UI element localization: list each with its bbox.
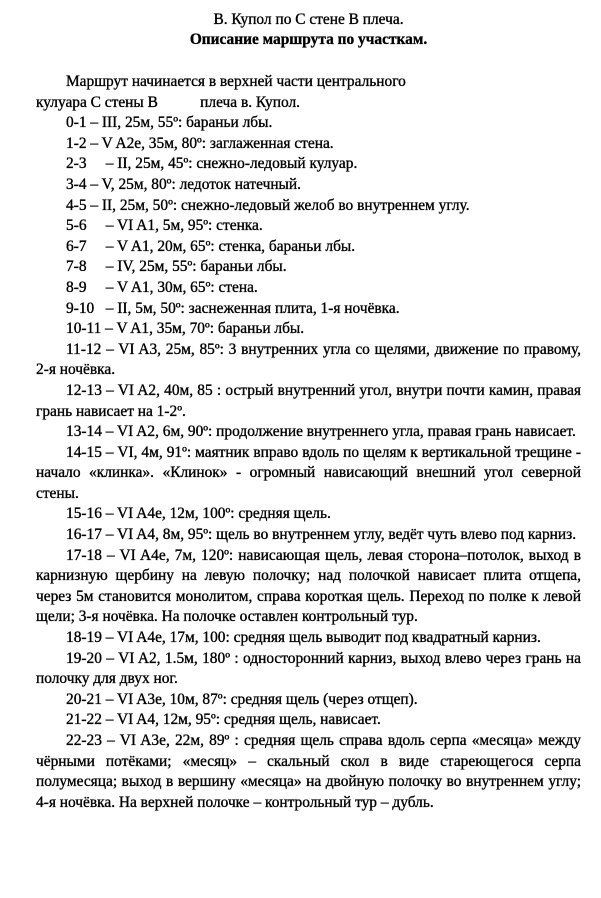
segment-8-9: 8-9 – V A1, 30м, 65º: стена. bbox=[66, 278, 258, 296]
segment-3-4: 3-4 – V, 25м, 80º: ледоток натечный. bbox=[66, 175, 301, 193]
segment-9-10: 9-10 – II, 5м, 50º: заснеженная плита, 1-я ночёвка. bbox=[66, 299, 400, 317]
intro-line-1: Маршрут начинается в верхней части центрального bbox=[66, 73, 406, 90]
segment-1-2: 1-2 – V A2e, 35м, 80º: заглаженная стена. bbox=[66, 134, 334, 152]
segment-14-15: 14-15 – VI, 4м, 91º: маятник вправо вдоль по щелям к вертикальной трещине - начало «клинка». «Клинок» - огромный нависающий внешний угол северной стены. bbox=[36, 443, 581, 502]
document-title: В. Купол по С стене В плеча. bbox=[213, 11, 404, 28]
segment-16-17: 16-17 – VI A4, 8м, 95º: щель во внутреннем углу, ведёт чуть влево под карниз. bbox=[66, 526, 577, 544]
segment-11-12: 11-12 – VI A3, 25м, 85º: 3 внутренних угла со щелями, движение по правому, 2-я ночёвка. bbox=[36, 340, 581, 379]
route-intro bbox=[36, 72, 581, 113]
segment-12-13: 12-13 – VI A2, 40м, 85 : острый внутренний угол, внутри почти камин, правая грань нависает на 1-2º. bbox=[36, 381, 581, 420]
document-subtitle: Описание маршрута по участкам. bbox=[189, 31, 428, 48]
segment-15-16: 15-16 – VI A4e, 12м, 100º: средняя щель. bbox=[66, 505, 331, 523]
segment-17-18: 17-18 – VI A4e, 7м, 120º: нависающая щель, левая сторона–потолок, выход в карнизную щербину на левую полочку; над полочкой нависает плита отщепа, через 5м становится монолитом, справа короткая щель. Переход по полке к левой щели; 3-я ночёвка. На полочке оставлен контрольный тур. bbox=[36, 546, 581, 626]
segment-10-11: 10-11 – V A1, 35м, 70º: бараньи лбы. bbox=[66, 320, 305, 338]
segment-19-20: 19-20 – VI A2, 1.5м, 180º : односторонний карниз, выход влево через грань на полочку для двух ног. bbox=[36, 649, 581, 688]
segment-4-5: 4-5 – II, 25м, 50º: снежно-ледовый желоб во внутреннем углу. bbox=[66, 196, 470, 214]
segment-2-3: 2-3 – II, 25м, 45º: снежно-ледовый кулуар. bbox=[66, 155, 358, 173]
segment-22-23: 22-23 – VI A3e, 22м, 89º : средняя щель справа вдоль серпа «месяца» между чёрными потёками; «месяц» – скальный скол в виде стареющегося серпа полумесяца; выход в вершину «месяца» на двойную полочку во внутреннем углу; 4-я ночёвка. На верхней полочке – контрольный тур – дубль. bbox=[36, 732, 581, 811]
segment-0-1: 0-1 – III, 25м, 55º: бараньи лбы. bbox=[66, 114, 273, 132]
segment-7-8: 7-8 – IV, 25м, 55º: бараньи лбы. bbox=[66, 258, 287, 276]
segment-18-19: 18-19 – VI A4e, 17м, 100: средняя щель выводит под квадратный карниз. bbox=[66, 629, 541, 647]
intro-line-2: кулуара С стены В плеча в. Купол. bbox=[36, 93, 300, 111]
segment-6-7: 6-7 – V A1, 20м, 65º: стенка, бараньи лбы. bbox=[66, 237, 356, 255]
segment-20-21: 20-21 – VI A3e, 10м, 87º: средняя щель (через отщеп). bbox=[66, 690, 418, 708]
segment-13-14: 13-14 – VI A2, 6м, 90º: продолжение внутреннего угла, правая грань нависает. bbox=[66, 423, 576, 441]
segment-5-6: 5-6 – VI A1, 5м, 95º: стенка. bbox=[66, 217, 263, 235]
segment-21-22: 21-22 – VI A4, 12м, 95º: средняя щель, нависает. bbox=[66, 711, 381, 729]
